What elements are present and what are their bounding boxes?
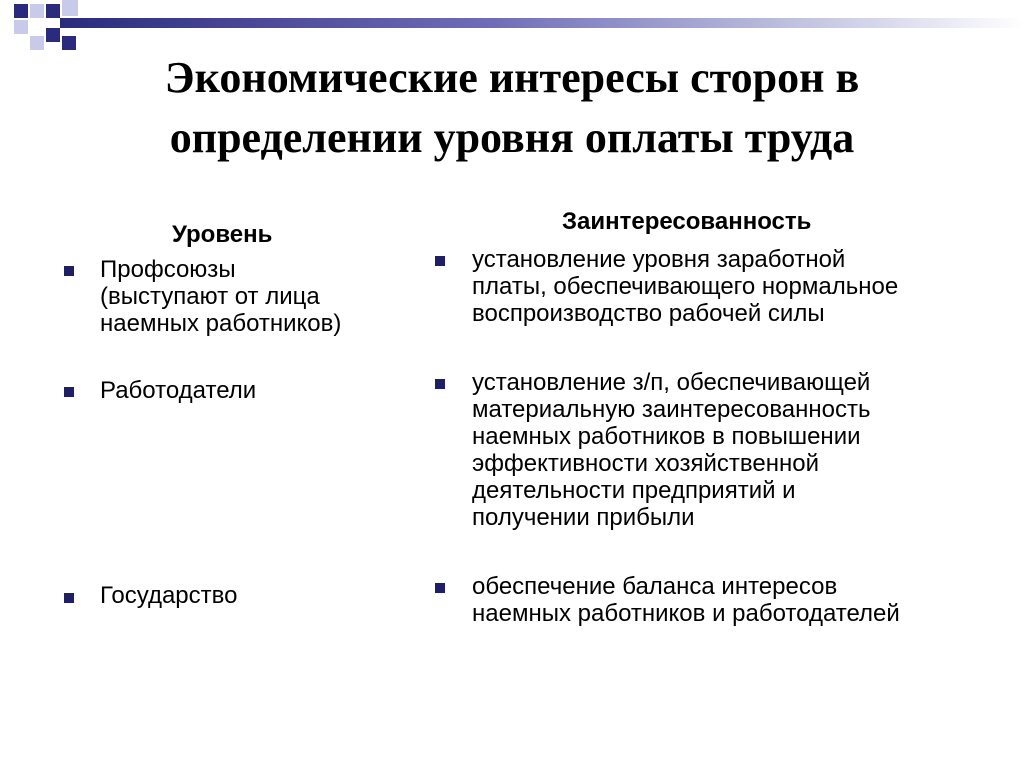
list-item-line: получении прибыли bbox=[472, 504, 695, 531]
list-item-line: Профсоюзы bbox=[100, 256, 236, 283]
title-line: Экономические интересы сторон в bbox=[164, 53, 860, 102]
list-item-line: установление уровня заработной bbox=[472, 246, 846, 273]
header-gradient-bar bbox=[60, 18, 1024, 28]
decor-square bbox=[14, 4, 28, 18]
left-column-header: Уровень bbox=[172, 221, 273, 248]
bullet-icon bbox=[64, 593, 74, 603]
list-item bbox=[100, 256, 341, 337]
list-item bbox=[472, 369, 871, 531]
list-item bbox=[472, 246, 898, 327]
list-item-line: эффективности хозяйственной bbox=[472, 450, 819, 477]
decor-square bbox=[46, 4, 60, 18]
bullet-icon bbox=[435, 379, 445, 389]
list-item bbox=[100, 377, 256, 404]
list-item-line: Работодатели bbox=[100, 377, 257, 404]
list-item-line: деятельности предприятий и bbox=[472, 477, 796, 504]
title-line: определении уровня оплаты труда bbox=[169, 113, 855, 162]
list-item-line: установление з/п, обеспечивающей bbox=[472, 369, 871, 396]
list-item bbox=[472, 573, 900, 627]
bullet-icon bbox=[64, 387, 74, 397]
decor-square bbox=[14, 20, 28, 34]
list-item-line: материальную заинтересованность bbox=[472, 396, 871, 423]
right-column-header: Заинтересованность bbox=[562, 208, 812, 235]
slide-title bbox=[0, 48, 1024, 168]
bullet-icon bbox=[435, 583, 445, 593]
decor-square bbox=[30, 4, 44, 18]
list-item-line: наемных работников) bbox=[100, 310, 342, 337]
bullet-icon bbox=[64, 266, 74, 276]
list-item-line: воспроизводство рабочей силы bbox=[472, 300, 825, 327]
list-item-line: обеспечение баланса интересов bbox=[472, 573, 838, 600]
list-item-line: платы, обеспечивающего нормальное bbox=[472, 273, 899, 300]
decor-square bbox=[62, 0, 78, 16]
list-item-line: наемных работников в повышении bbox=[472, 423, 861, 450]
decor-square bbox=[46, 28, 60, 42]
list-item-line: наемных работников и работодателей bbox=[472, 600, 900, 627]
list-item bbox=[100, 582, 237, 609]
bullet-icon bbox=[435, 256, 445, 266]
list-item-line: Государство bbox=[100, 582, 238, 609]
list-item-line: (выступают от лица bbox=[100, 283, 320, 310]
